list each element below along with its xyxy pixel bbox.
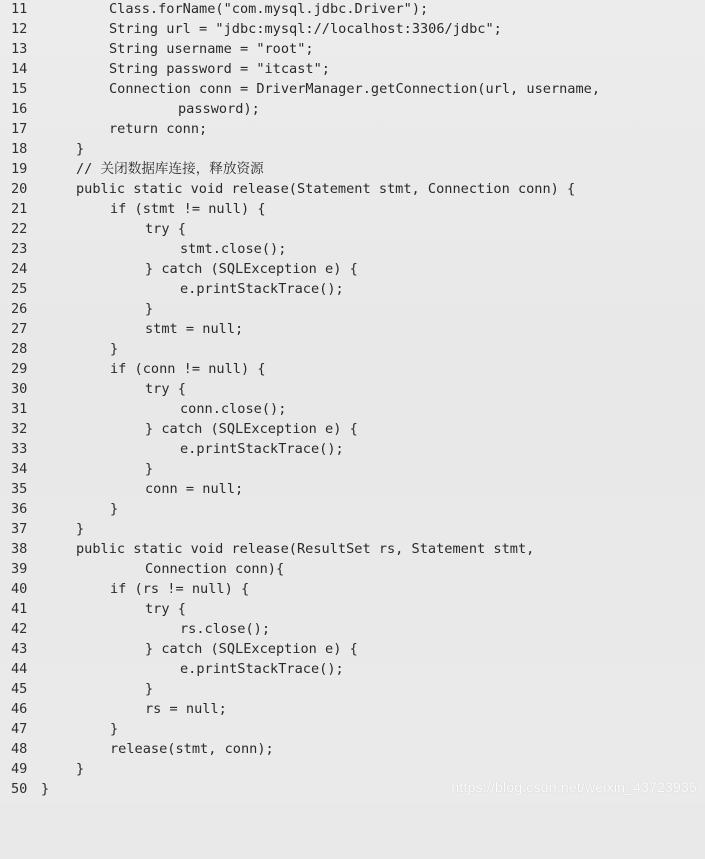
code-line [0,59,705,79]
line-number: 31 [11,401,28,417]
line-number: 24 [11,261,28,277]
code-line [0,679,705,699]
code-line [0,0,705,19]
line-number: 19 [11,161,28,177]
code-text: } [110,501,119,517]
code-text: } catch (SQLException e) { [145,261,358,277]
line-number: 25 [11,281,28,297]
code-line [0,219,705,239]
code-line [0,39,705,59]
line-number: 26 [11,301,28,317]
line-number: 44 [11,661,28,677]
line-number: 15 [11,81,28,97]
line-number: 37 [11,521,28,537]
code-line [0,539,705,559]
code-text: try { [145,601,186,617]
code-text: } [76,521,85,537]
line-number: 11 [11,1,28,17]
line-number: 34 [11,461,28,477]
line-number: 46 [11,701,28,717]
code-line [0,619,705,639]
line-number: 40 [11,581,28,597]
code-text: if (stmt != null) { [110,201,266,217]
code-text: e.printStackTrace(); [180,441,344,457]
code-line [0,699,705,719]
code-line [0,19,705,39]
line-number: 22 [11,221,28,237]
line-number: 18 [11,141,28,157]
line-number: 49 [11,761,28,777]
line-number: 21 [11,201,28,217]
code-line [0,139,705,159]
code-text: conn = null; [145,481,244,497]
code-text: } catch (SQLException e) { [145,641,358,657]
code-line [0,199,705,219]
code-line [0,759,705,779]
code-line [0,239,705,259]
code-text: public static void release(ResultSet rs, Statement stmt, [76,541,535,557]
line-number: 30 [11,381,28,397]
code-line [0,79,705,99]
code-text: rs.close(); [180,621,271,637]
line-number: 16 [11,101,28,117]
line-number: 39 [11,561,28,577]
code-text: String url = "jdbc:mysql://localhost:3306/jdbc"; [109,21,502,37]
code-line [0,499,705,519]
watermark-text: https://blog.csdn.net/weixin_43723935 [451,779,697,795]
code-text: } [76,761,85,777]
code-line [0,479,705,499]
code-line [0,739,705,759]
code-text: } catch (SQLException e) { [145,421,358,437]
code-line [0,179,705,199]
code-line [0,419,705,439]
code-text: if (rs != null) { [110,581,250,597]
code-line [0,299,705,319]
code-text: stmt.close(); [180,241,287,257]
code-text: stmt = null; [145,321,244,337]
line-number: 45 [11,681,28,697]
code-text: rs = null; [145,701,227,717]
code-line [0,379,705,399]
line-number: 38 [11,541,28,557]
line-number: 48 [11,741,28,757]
code-text: } [145,681,154,697]
code-text: } [41,781,50,797]
line-number: 29 [11,361,28,377]
code-line [0,579,705,599]
code-text: e.printStackTrace(); [180,281,344,297]
code-text: if (conn != null) { [110,361,266,377]
code-text: try { [145,381,186,397]
code-line [0,459,705,479]
code-text: } [145,461,154,477]
line-number: 47 [11,721,28,737]
line-number: 50 [11,781,28,797]
code-line [0,279,705,299]
code-line [0,99,705,119]
line-number: 41 [11,601,28,617]
code-line [0,599,705,619]
code-text: Connection conn){ [145,561,285,577]
code-line [0,159,705,179]
code-line [0,659,705,679]
line-number: 35 [11,481,28,497]
code-text: Connection conn = DriverManager.getConnection(url, username, [109,81,601,97]
code-text: } [110,341,119,357]
code-line [0,339,705,359]
line-number: 12 [11,21,28,37]
line-number: 17 [11,121,28,137]
code-line [0,359,705,379]
code-text: return conn; [109,121,208,137]
comment-text: // 关闭数据库连接，释放资源 [76,161,264,177]
line-number: 36 [11,501,28,517]
code-line [0,639,705,659]
code-text: String username = "root"; [109,41,314,57]
line-number: 42 [11,621,28,637]
code-line [0,399,705,419]
code-line [0,259,705,279]
code-line [0,439,705,459]
code-line [0,559,705,579]
code-line [0,319,705,339]
code-line [0,119,705,139]
code-line [0,719,705,739]
line-number: 27 [11,321,28,337]
code-line [0,519,705,539]
line-number: 43 [11,641,28,657]
line-number: 20 [11,181,28,197]
code-text: conn.close(); [180,401,287,417]
code-text: public static void release(Statement stmt, Connection conn) { [76,181,576,197]
line-number: 23 [11,241,28,257]
line-number: 14 [11,61,28,77]
code-text: release(stmt, conn); [110,741,274,757]
code-text: password); [178,101,260,117]
code-text: } [76,141,85,157]
line-number: 13 [11,41,28,57]
line-number: 33 [11,441,28,457]
code-text: Class.forName("com.mysql.jdbc.Driver"); [109,1,429,17]
code-text: } [145,301,154,317]
code-text: try { [145,221,186,237]
code-text: String password = "itcast"; [109,61,330,77]
line-number: 28 [11,341,28,357]
code-text: } [110,721,119,737]
code-text: e.printStackTrace(); [180,661,344,677]
line-number: 32 [11,421,28,437]
